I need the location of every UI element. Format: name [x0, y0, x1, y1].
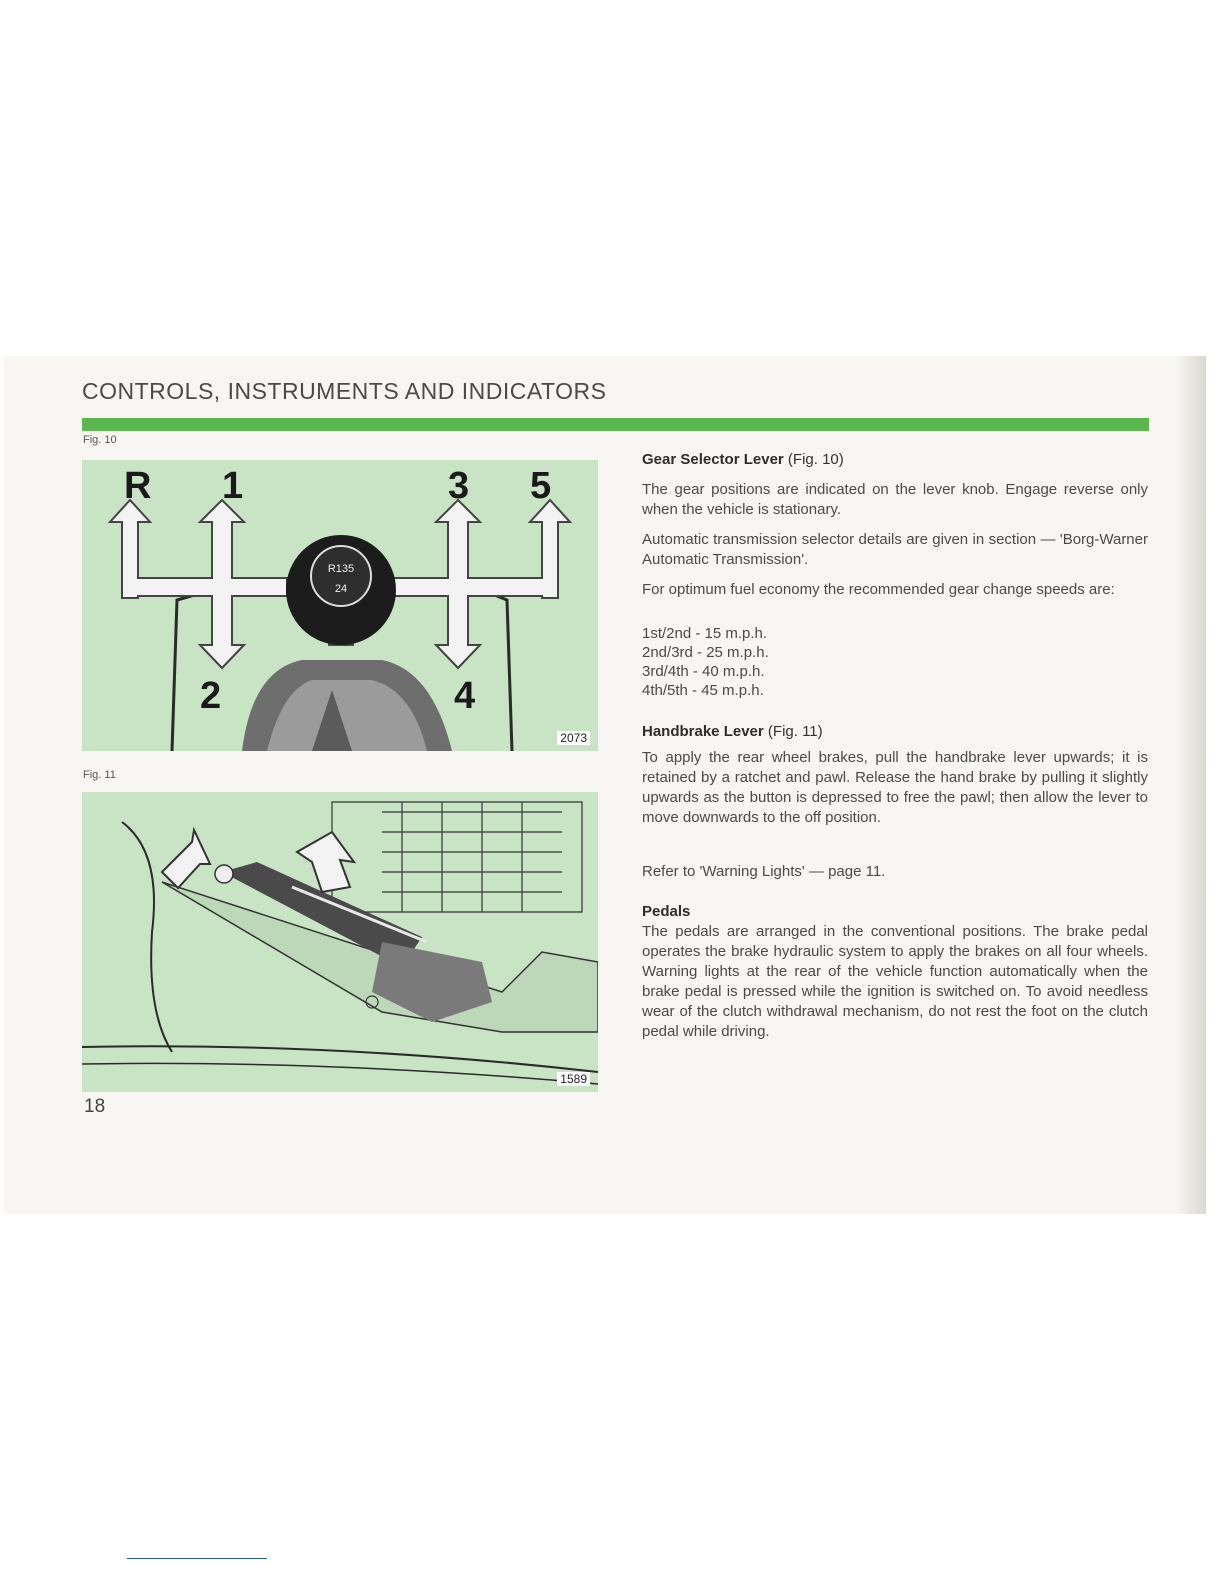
- page-number: 18: [84, 1096, 106, 1117]
- handbrake-paragraph-1: To apply the rear wheel brakes, pull the handbrake lever upwards; it is retained by a ratchet and pawl. Release the hand brake by pulling it slightly upwards as the button is depressed to free the pawl; then allow the lever to move downwards to the off position.: [642, 749, 1148, 826]
- bottom-rule: [127, 1558, 267, 1559]
- gear-selector-body: [642, 480, 1148, 520]
- handbrake-illustration: [82, 792, 598, 1092]
- handbrake-fig-ref: (Fig. 11): [767, 723, 823, 740]
- handbrake-block-1: [642, 748, 1148, 828]
- handbrake-paragraph-2: Refer to 'Warning Lights' — page 11.: [642, 863, 886, 880]
- gear-selector-paragraph-1: The gear positions are indicated on the lever knob. Engage reverse only when the vehicle is stationary.: [642, 481, 1148, 518]
- speed-item: 4th/5th - 45 m.p.h.: [642, 682, 764, 699]
- speed-item: 3rd/4th - 40 m.p.h.: [642, 663, 765, 680]
- knob-label-top: R135: [327, 563, 355, 575]
- speed-item: 1st/2nd - 15 m.p.h.: [642, 625, 768, 642]
- handbrake-block-2: [642, 862, 1148, 882]
- gear-selector-fig-ref: (Fig. 10): [787, 451, 844, 468]
- gear-diagram-figure: [82, 460, 598, 751]
- page-edge-shadow: [1176, 356, 1206, 1214]
- gear-label-5: 5: [530, 465, 552, 507]
- handbrake-heading: [642, 722, 823, 742]
- gear-label-2: 2: [200, 675, 222, 717]
- gear-label-4: 4: [454, 675, 476, 717]
- fig11-label: Fig. 11: [83, 769, 116, 781]
- gear-shift-pattern-illustration: [82, 460, 598, 751]
- header-rule: [82, 418, 1149, 431]
- gear-label-r: R: [124, 465, 152, 507]
- speed-item: 2nd/3rd - 25 m.p.h.: [642, 644, 769, 661]
- fig11-ref-number: 1589: [557, 1072, 590, 1086]
- section-title: CONTROLS, INSTRUMENTS AND INDICATORS: [82, 378, 607, 404]
- gear-selector-title: Gear Selector Lever: [642, 451, 784, 468]
- gear-selector-paragraph-2: Automatic transmission selector details are given in section — 'Borg-Warner Automatic Transmission'.: [642, 531, 1148, 568]
- handbrake-title: Handbrake Lever: [642, 723, 764, 740]
- gear-label-3: 3: [448, 465, 470, 507]
- gear-selector-block-3: [642, 580, 1148, 600]
- gear-label-1: 1: [222, 465, 244, 507]
- fig10-label: Fig. 10: [83, 434, 117, 446]
- gear-selector-block-2: [642, 530, 1148, 570]
- pedals-paragraph-1: The pedals are arranged in the conventional positions. The brake pedal operates the brake hydraulic system to apply the brakes on all four wheels. Warning lights at the rear of the vehicle function automatically when the brake pedal is pressed while the ignition is switched on. To avoid needless wear of the clutch withdrawal mechanism, do not rest the foot on the clutch pedal while driving.: [642, 923, 1148, 1040]
- fig10-ref-number: 2073: [557, 731, 590, 745]
- gear-selector-heading: [642, 450, 844, 470]
- pedals-block-1: [642, 922, 1148, 1042]
- knob-label-bottom: 24: [334, 583, 348, 595]
- manual-page: [4, 356, 1206, 1214]
- pedals-heading: [642, 902, 690, 922]
- pedals-title: Pedals: [642, 903, 691, 920]
- gear-selector-paragraph-3: For optimum fuel economy the recommended gear change speeds are:: [642, 581, 1115, 598]
- handbrake-figure: [82, 792, 598, 1092]
- gear-change-speeds: [642, 624, 1148, 700]
